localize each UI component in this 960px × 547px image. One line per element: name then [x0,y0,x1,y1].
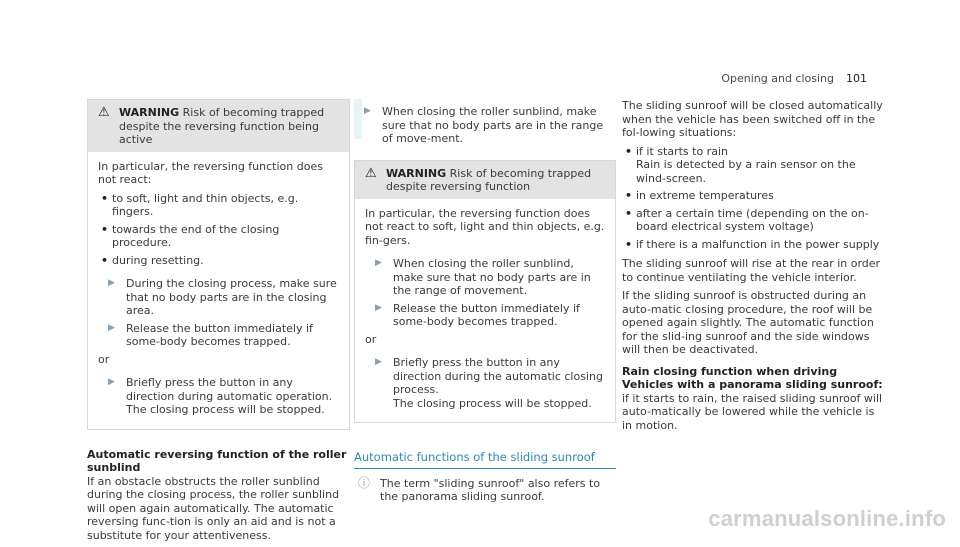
body-paragraph: Vehicles with a panorama sliding sunroof: if it starts to rain, the raised sliding sunroof will auto-matically be lowered while the vehicle is in motion. [622,378,883,432]
warning-body [355,199,615,423]
page-header [721,72,867,86]
column-right [622,99,884,437]
note-text: The term "sliding sunroof" also refers to the panorama sliding sunroof. [380,476,601,503]
page-number: 101 [846,72,867,85]
list-item: • to soft, light and thin objects, e.g. fingers. [98,192,339,219]
warning-box [87,99,350,430]
situation-list [622,145,884,252]
chapter-title: Opening and closing [721,72,834,85]
arrow-right-icon: ▶ [108,278,115,288]
body-paragraph: If the sliding sunroof is obstructed during an auto-matic closing procedure, the roof will be opened again slightly. The automatic function for the slid-ing sunroof and the side windows will then be deactivated. [622,289,874,356]
instruction-step: ▶ During the closing process, make sure that no body parts are in the closing area. [108,277,337,317]
section-title: Automatic functions of the sliding sunroof [354,451,616,469]
list-item: • towards the end of the closing procedure. [98,223,339,250]
continuation-bar [354,99,362,139]
warning-intro: In particular, the reversing function does not react to soft, light and thin objects, e.g. fin-gers. [365,206,605,247]
list-item: • in extreme temperatures [622,189,884,203]
section-heading: Automatic reversing function of the roller sunblind [87,447,347,474]
intro-paragraph: The sliding sunroof will be closed automatically when the vehicle has been switched off in the fol-lowing situations: [622,99,883,139]
arrow-right-icon: ▶ [364,106,371,116]
instruction-step: ▶ When closing the roller sunblind, make sure that no body parts are in the range of move-ment. [364,105,604,145]
note [358,477,616,504]
section-heading: Rain closing function when driving [622,364,838,378]
warning-intro: In particular, the reversing function does not react: [98,159,323,186]
warning-bullets [98,192,339,268]
warning-label: WARNING [386,166,447,180]
instruction-step: ▶ Release the button immediately if some-body becomes trapped. [108,321,313,348]
instruction-step: ▶ Briefly press the button in any direction during the automatic closing process. The closing process will be stopped. [375,356,603,410]
warning-header [88,100,349,152]
warning-text: Risk of becoming trapped despite the reversing function being active [119,106,325,146]
list-item-detail: Rain is detected by a rain sensor on the wind-screen. [636,158,856,185]
body-paragraph: The sliding sunroof will rise at the rear in order to continue ventilating the vehicle interior. [622,257,881,284]
arrow-right-icon: ▶ [108,322,115,333]
bold-lead: Vehicles with a panorama sliding sunroof: [622,378,883,391]
warning-header [355,161,615,199]
warning-label: WARNING [119,106,180,119]
watermark: carmanualsonline.info [708,505,946,531]
column-middle [354,99,616,504]
arrow-right-icon: ▶ [108,377,115,387]
arrow-right-icon: ▶ [375,357,382,367]
arrow-right-icon: ▶ [375,258,382,268]
warning-triangle-icon: ⚠ [365,165,377,181]
warning-box [354,160,616,424]
list-item: • after a certain time (depending on the on-board electrical system voltage) [622,207,884,234]
instruction-step: ▶ Release the button immediately if some-body becomes trapped. [375,301,580,328]
body-paragraph: If an obstacle obstructs the roller sunblind during the closing process, the roller sunblind will open again automatically. The automatic reversing func-tion is only an aid and is not a substitute for your attentiveness. [87,474,340,542]
list-item: • if there is a malfunction in the power supply [622,238,884,252]
or-separator: or [98,352,110,366]
column-left [87,99,350,547]
info-icon: ⓘ [358,475,371,490]
list-item: • during resetting. [98,254,339,268]
list-item: • if it starts to rain Rain is detected by a rain sensor on the wind-screen. [622,145,884,186]
arrow-right-icon: ▶ [375,302,382,313]
instruction-step: ▶ Briefly press the button in any direction during automatic operation. The closing process will be stopped. [108,376,333,416]
warning-body [88,152,349,429]
warning-text: Risk of becoming trapped despite reversing function [386,166,592,193]
or-separator: or [365,332,377,346]
warning-triangle-icon: ⚠ [98,105,110,120]
instruction-step: ▶ When closing the roller sunblind, make sure that no body parts are in the range of movement. [375,257,591,297]
